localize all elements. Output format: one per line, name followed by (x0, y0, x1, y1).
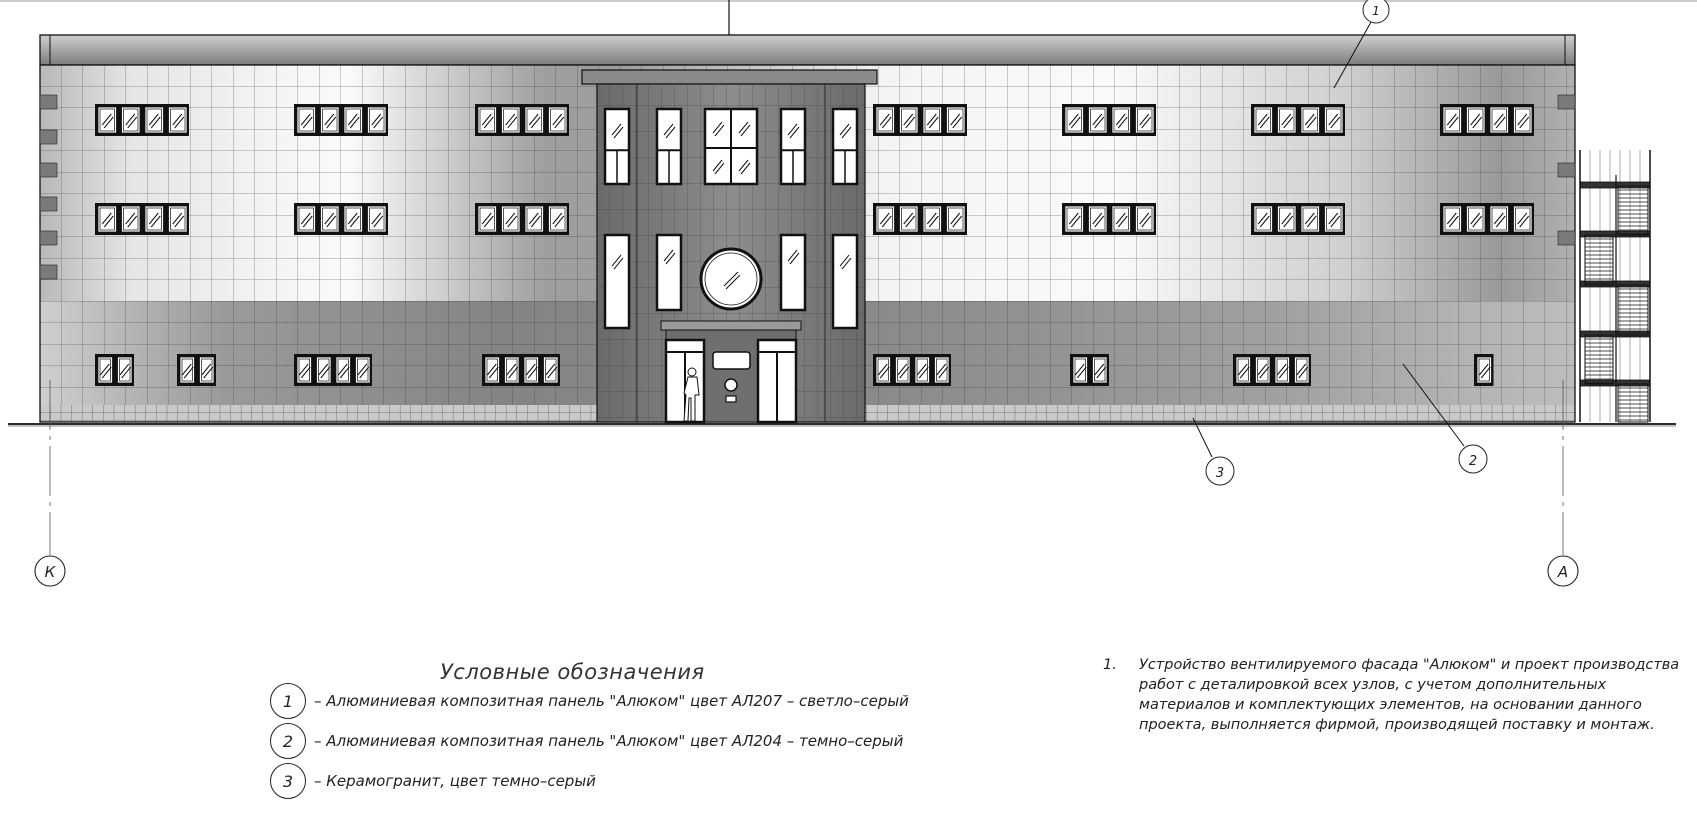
callout-1-label: 1 (1372, 4, 1380, 18)
legend-item-3-number: 3 (270, 763, 306, 799)
tower-window-lower-1 (605, 235, 629, 328)
window-floor1-5 (873, 354, 951, 386)
callout-3-label: 3 (1215, 466, 1225, 481)
window-floor3-7 (1440, 104, 1534, 136)
window-floor2-1 (95, 203, 189, 235)
round-window (701, 249, 761, 309)
note-line-1: Устройство вентилируемого фасада "Алюком" и проект производства (1139, 657, 1680, 673)
tower-window-upper-center (705, 109, 757, 184)
note-number: 1. (1103, 657, 1117, 673)
window-floor3-3 (475, 104, 569, 136)
axis-marker-k (35, 556, 65, 586)
note-line-3: материалов и комплектующих элементов, на основании данного (1139, 697, 1642, 713)
note-line-4: проекта, выполняется фирмой, производящей поставку и монтаж. (1139, 717, 1655, 733)
legend-item-3 (270, 761, 596, 801)
window-floor1-4 (482, 354, 560, 386)
window-floor3-6 (1251, 104, 1345, 136)
tower-window-upper-5 (833, 109, 857, 184)
tower-window-upper-2 (657, 109, 681, 184)
window-floor2-2 (294, 203, 388, 235)
legend-item-1 (270, 681, 909, 721)
window-floor2-6 (1251, 203, 1345, 235)
callout-2-label: 2 (1468, 454, 1478, 469)
window-floor3-4 (873, 104, 967, 136)
window-floor1-7 (1233, 354, 1311, 386)
legend-item-1-number: 1 (270, 683, 306, 719)
window-floor2-4 (873, 203, 967, 235)
axis-label-a: А (1557, 563, 1569, 581)
window-floor1-2 (177, 354, 216, 386)
legend-item-1-text: – Алюминиевая композитная панель "Алюком" цвет АЛ207 – светло–серый (314, 692, 909, 710)
note-line-2: работ с деталировкой всех узлов, с учетом дополнительных (1139, 677, 1607, 693)
callout-3 (1193, 418, 1234, 485)
legend-item-2-number: 2 (270, 723, 306, 759)
legend-title: Условные обозначения (440, 660, 705, 684)
tower-window-lower-4 (781, 235, 805, 310)
legend-item-2-text: – Алюминиевая композитная панель "Алюком" цвет АЛ204 – темно–серый (314, 732, 904, 750)
legend-item-3-text: – Керамогранит, цвет темно–серый (314, 772, 596, 790)
window-floor2-7 (1440, 203, 1534, 235)
window-floor1-1 (95, 354, 134, 386)
window-floor1-3 (294, 354, 372, 386)
axis-label-k: К (44, 563, 56, 581)
tower-window-upper-1 (605, 109, 629, 184)
window-floor3-5 (1062, 104, 1156, 136)
fire-escape-stair (1580, 150, 1650, 422)
tower-window-upper-4 (781, 109, 805, 184)
window-floor3-2 (294, 104, 388, 136)
tower-window-lower-2 (657, 235, 681, 310)
roof-parapet (40, 35, 1575, 65)
window-floor1-8 (1474, 354, 1494, 386)
window-floor2-3 (475, 203, 569, 235)
tower-window-lower-5 (833, 235, 857, 328)
window-floor2-5 (1062, 203, 1156, 235)
window-floor3-1 (95, 104, 189, 136)
window-floor1-6 (1070, 354, 1109, 386)
axis-marker-a (1548, 556, 1578, 586)
legend-item-2 (270, 721, 903, 761)
entrance (661, 321, 801, 422)
